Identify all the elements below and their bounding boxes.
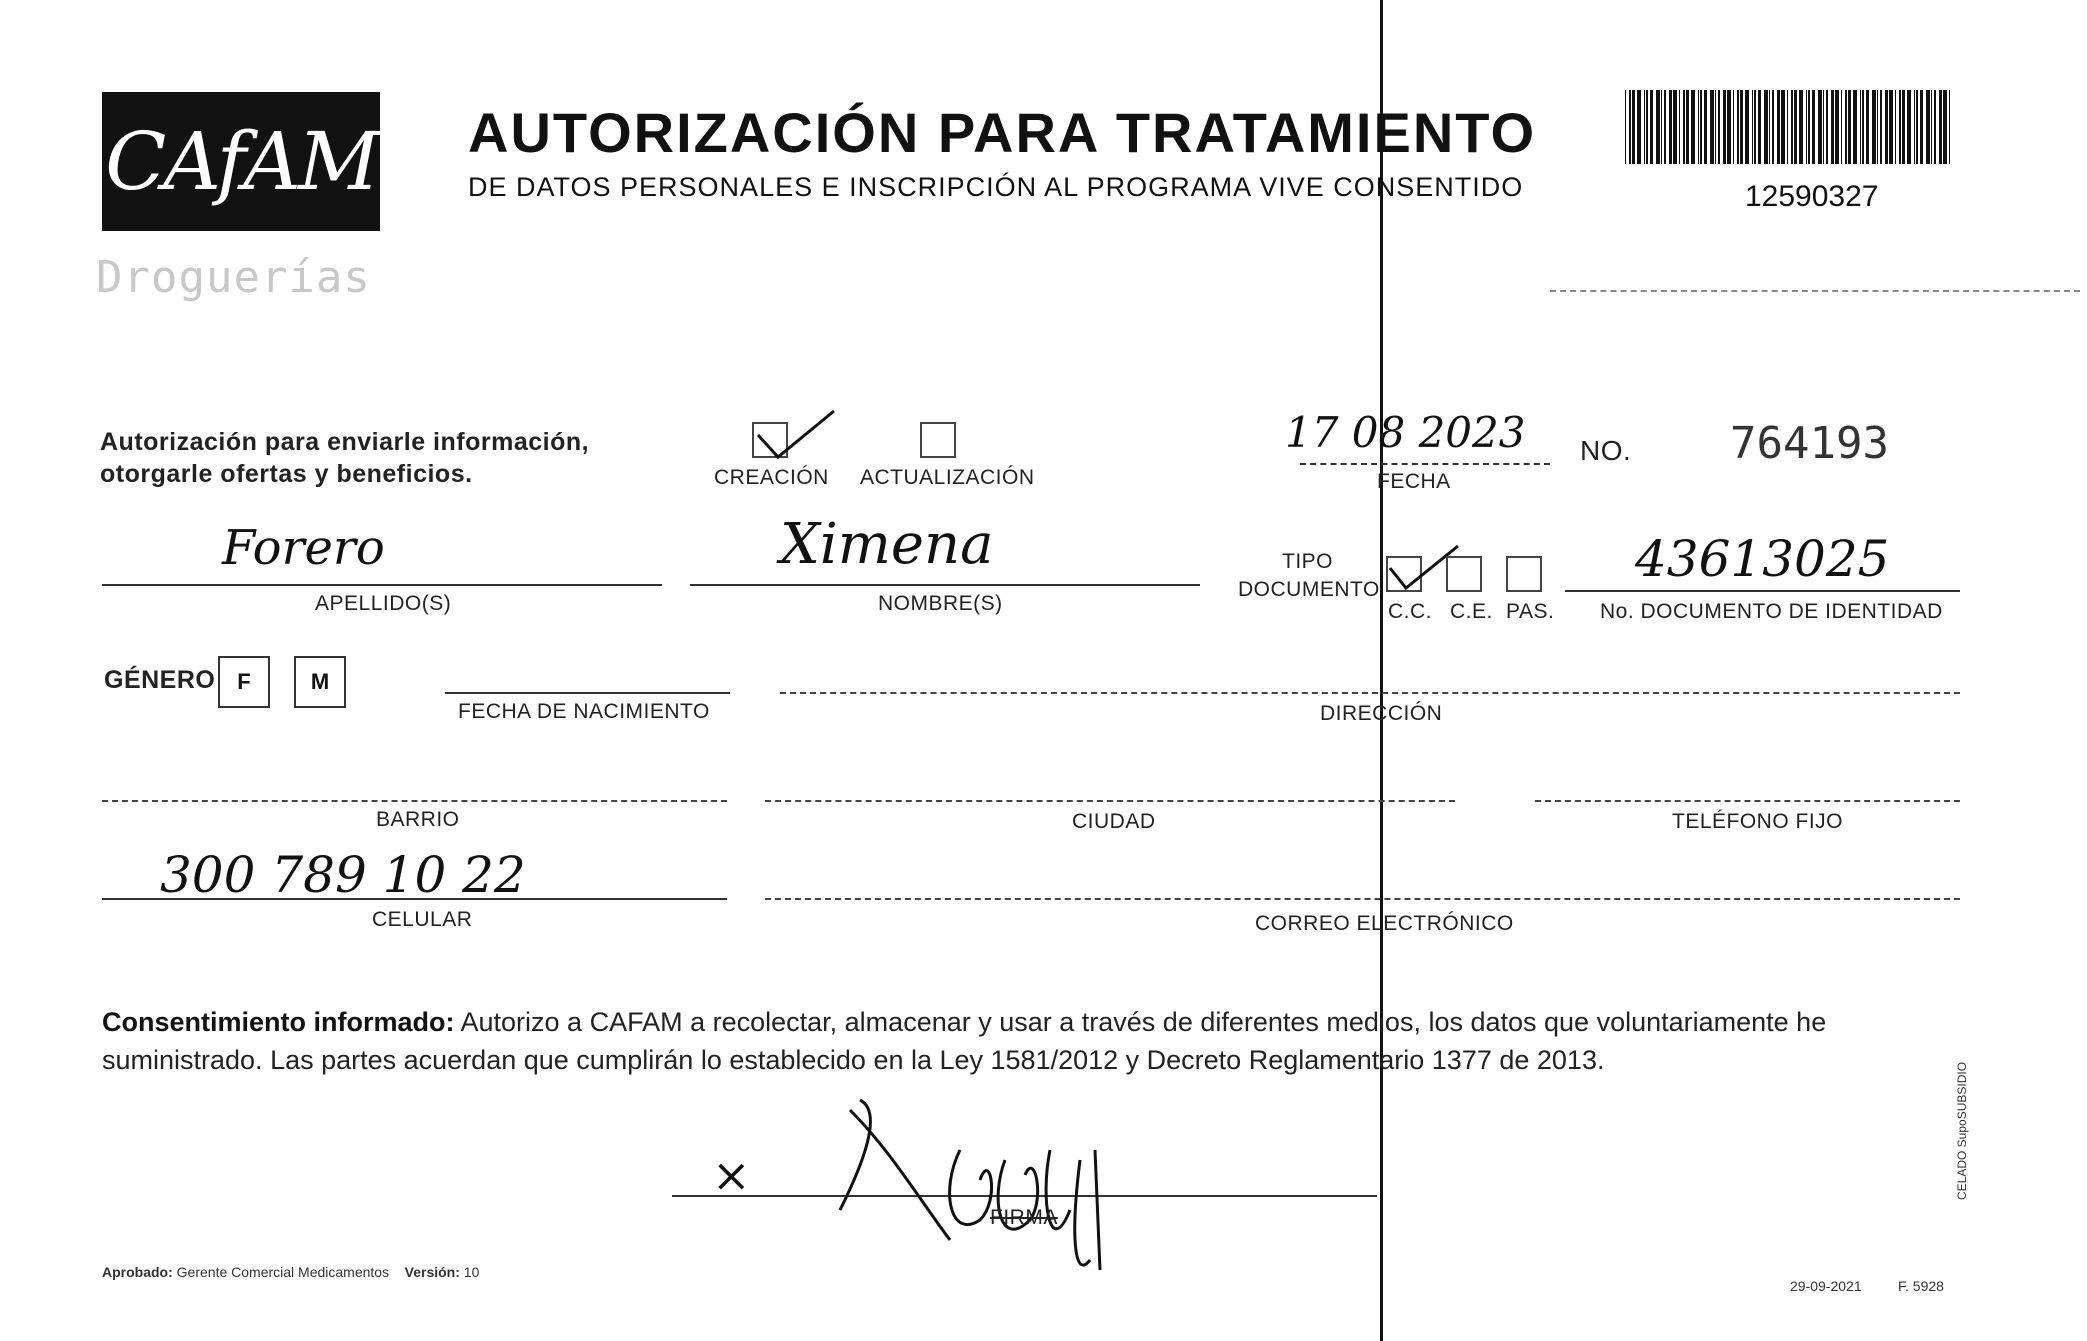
doc-type-label-1: TIPO bbox=[1282, 550, 1334, 573]
gender-f-box[interactable]: F bbox=[218, 656, 270, 708]
date-label: FECHA bbox=[1377, 470, 1451, 493]
vertical-imprint: CELADO SupoSUBSIDIO bbox=[1955, 1061, 1969, 1200]
mobile-label: CELULAR bbox=[372, 908, 473, 931]
barcode-bar bbox=[1949, 90, 1950, 164]
barcode-bar bbox=[1931, 90, 1932, 164]
birth-label: FECHA DE NACIMIENTO bbox=[458, 700, 710, 723]
mobile-value: 300 789 10 22 bbox=[160, 846, 526, 904]
barcode-bar bbox=[1740, 90, 1743, 164]
barcode-bar bbox=[1646, 90, 1648, 164]
barcode-bar bbox=[1808, 90, 1810, 164]
approved-label: Aprobado: bbox=[102, 1264, 173, 1280]
no-value: 764193 bbox=[1730, 418, 1889, 469]
barcode-bar bbox=[1661, 90, 1662, 164]
barcode-bar bbox=[1669, 90, 1672, 164]
barcode-bar bbox=[1866, 90, 1869, 164]
cafam-logo: CAfAM bbox=[102, 92, 380, 231]
version-label: Versión: bbox=[404, 1264, 460, 1280]
barcode-bar bbox=[1710, 90, 1714, 164]
barcode-bar bbox=[1889, 90, 1893, 164]
doc-number-label: No. DOCUMENTO DE IDENTIDAD bbox=[1600, 600, 1943, 623]
barcode-bar bbox=[1899, 90, 1901, 164]
barcode-bar bbox=[1698, 90, 1699, 164]
barcode-bar bbox=[1637, 90, 1641, 164]
handwritten-signature bbox=[830, 1090, 1150, 1280]
barcode bbox=[1625, 90, 1955, 164]
barcode-bar bbox=[1683, 90, 1685, 164]
barcode-bar bbox=[1812, 90, 1815, 164]
barcode-bar bbox=[1914, 90, 1915, 164]
creation-check-mark bbox=[750, 405, 840, 465]
barcode-bar bbox=[1862, 90, 1864, 164]
birth-line bbox=[445, 692, 730, 694]
barcode-bar bbox=[1772, 90, 1774, 164]
barcode-bar bbox=[1700, 90, 1702, 164]
serial-number: 12590327 bbox=[1745, 180, 1879, 213]
barcode-bar bbox=[1926, 90, 1930, 164]
email-line bbox=[765, 898, 1960, 900]
barcode-bar bbox=[1943, 90, 1947, 164]
surname-value: Forero bbox=[222, 520, 385, 576]
doc-number-value: 43613025 bbox=[1635, 530, 1890, 588]
barcode-bar bbox=[1629, 90, 1631, 164]
barcode-bar bbox=[1831, 90, 1834, 164]
email-label: CORREO ELECTRÓNICO bbox=[1255, 912, 1514, 935]
approved-value: Gerente Comercial Medicamentos bbox=[176, 1264, 390, 1280]
doc-pas-checkbox[interactable] bbox=[1506, 556, 1542, 592]
footer-form-code: F. 5928 bbox=[1898, 1278, 1944, 1294]
creation-label: CREACIÓN bbox=[714, 466, 829, 489]
name-line bbox=[690, 584, 1200, 586]
phone-label: TELÉFONO FIJO bbox=[1672, 810, 1844, 833]
barcode-bar bbox=[1853, 90, 1857, 164]
no-label: NO. bbox=[1580, 435, 1632, 466]
barcode-bar bbox=[1777, 90, 1780, 164]
barcode-bar bbox=[1799, 90, 1803, 164]
surname-label: APELLIDO(S) bbox=[315, 592, 452, 615]
doc-number-line bbox=[1565, 590, 1960, 592]
barcode-bar bbox=[1823, 90, 1824, 164]
date-line bbox=[1300, 463, 1550, 465]
barcode-bar bbox=[1907, 90, 1911, 164]
barcode-bar bbox=[1826, 90, 1828, 164]
barcode-bar bbox=[1632, 90, 1635, 164]
city-label: CIUDAD bbox=[1072, 810, 1156, 833]
logo-subtext: Droguerías bbox=[96, 252, 371, 303]
barcode-bar bbox=[1656, 90, 1660, 164]
barcode-bar bbox=[1787, 90, 1788, 164]
form-subtitle: DE DATOS PERSONALES E INSCRIPCIÓN AL PROGRAMA VIVE CONSENTIDO bbox=[468, 172, 1524, 202]
city-line bbox=[765, 800, 1455, 802]
barcode-bar bbox=[1835, 90, 1839, 164]
consent-lead: Consentimiento informado: bbox=[102, 1007, 455, 1037]
barcode-bar bbox=[1845, 90, 1847, 164]
barcode-bar bbox=[1758, 90, 1761, 164]
consent-text: Autorizo a CAFAM a recolectar, almacenar y usar a través de diferentes medios, los datos que voluntariamente he suministrado. Las partes acuerdan que cumplirán lo establecido en la Ley 1581/2012 y Decreto Reglamentario 1377 de 2013. bbox=[102, 1007, 1827, 1075]
phone-line bbox=[1535, 800, 1960, 802]
form-title: AUTORIZACIÓN PARA TRATAMIENTO bbox=[468, 101, 1537, 164]
barcode-bar bbox=[1818, 90, 1822, 164]
barcode-bar bbox=[1727, 90, 1731, 164]
barcode-bar bbox=[1679, 90, 1680, 164]
update-label: ACTUALIZACIÓN bbox=[860, 466, 1035, 489]
barcode-bar bbox=[1939, 90, 1942, 164]
barcode-bar bbox=[1704, 90, 1707, 164]
neighborhood-line bbox=[102, 800, 727, 802]
barcode-bar bbox=[1902, 90, 1905, 164]
version-value: 10 bbox=[463, 1264, 480, 1280]
barcode-bar bbox=[1769, 90, 1770, 164]
barcode-bar bbox=[1872, 90, 1876, 164]
update-checkbox[interactable] bbox=[920, 422, 956, 458]
barcode-bar bbox=[1895, 90, 1896, 164]
barcode-bar bbox=[1745, 90, 1749, 164]
footer-date-code: 29-09-2021 bbox=[1790, 1278, 1862, 1294]
authorization-heading-2: otorgarle ofertas y beneficios. bbox=[100, 460, 473, 488]
barcode-bar bbox=[1718, 90, 1720, 164]
header-dashed-line bbox=[1550, 290, 2080, 292]
barcode-bar bbox=[1733, 90, 1734, 164]
barcode-bar bbox=[1885, 90, 1888, 164]
barcode-bar bbox=[1848, 90, 1851, 164]
doc-cc-label: C.C. bbox=[1388, 600, 1432, 623]
barcode-bar bbox=[1691, 90, 1695, 164]
barcode-bar bbox=[1686, 90, 1689, 164]
doc-pas-label: PAS. bbox=[1506, 600, 1555, 623]
barcode-bar bbox=[1752, 90, 1753, 164]
barcode-bar bbox=[1650, 90, 1653, 164]
barcode-bar bbox=[1781, 90, 1785, 164]
signature-label: FIRMA bbox=[990, 1206, 1058, 1229]
gender-label: GÉNERO bbox=[104, 666, 216, 694]
doc-ce-checkbox[interactable] bbox=[1446, 556, 1482, 592]
address-label: DIRECCIÓN bbox=[1320, 702, 1443, 725]
barcode-bar bbox=[1715, 90, 1716, 164]
signature-x-mark: × bbox=[712, 1148, 751, 1202]
doc-ce-label: C.E. bbox=[1450, 600, 1493, 623]
barcode-bar bbox=[1934, 90, 1936, 164]
barcode-bar bbox=[1644, 90, 1645, 164]
barcode-bar bbox=[1860, 90, 1861, 164]
barcode-bar bbox=[1723, 90, 1726, 164]
barcode-bar bbox=[1791, 90, 1793, 164]
barcode-bar bbox=[1794, 90, 1797, 164]
barcode-bar bbox=[1916, 90, 1918, 164]
consent-paragraph bbox=[102, 1003, 1962, 1079]
barcode-bar bbox=[1754, 90, 1756, 164]
barcode-bar bbox=[1841, 90, 1842, 164]
authorization-heading-1: Autorización para enviarle información, bbox=[100, 428, 590, 456]
barcode-bar bbox=[1737, 90, 1739, 164]
address-line bbox=[780, 692, 1960, 694]
surname-line bbox=[102, 584, 662, 586]
doc-type-label-2: DOCUMENTO bbox=[1238, 578, 1380, 601]
footer-approval bbox=[102, 1264, 479, 1280]
barcode-bar bbox=[1877, 90, 1878, 164]
name-value: Ximena bbox=[780, 512, 994, 577]
barcode-bar bbox=[1806, 90, 1807, 164]
date-value: 17 08 2023 bbox=[1285, 408, 1526, 457]
neighborhood-label: BARRIO bbox=[376, 808, 460, 831]
name-label: NOMBRE(S) bbox=[878, 592, 1003, 615]
gender-m-box[interactable]: M bbox=[294, 656, 346, 708]
barcode-bar bbox=[1625, 90, 1626, 164]
barcode-bar bbox=[1664, 90, 1666, 164]
barcode-bar bbox=[1880, 90, 1882, 164]
barcode-bar bbox=[1920, 90, 1923, 164]
barcode-bar bbox=[1673, 90, 1677, 164]
barcode-bar bbox=[1764, 90, 1768, 164]
mobile-line bbox=[102, 898, 727, 900]
